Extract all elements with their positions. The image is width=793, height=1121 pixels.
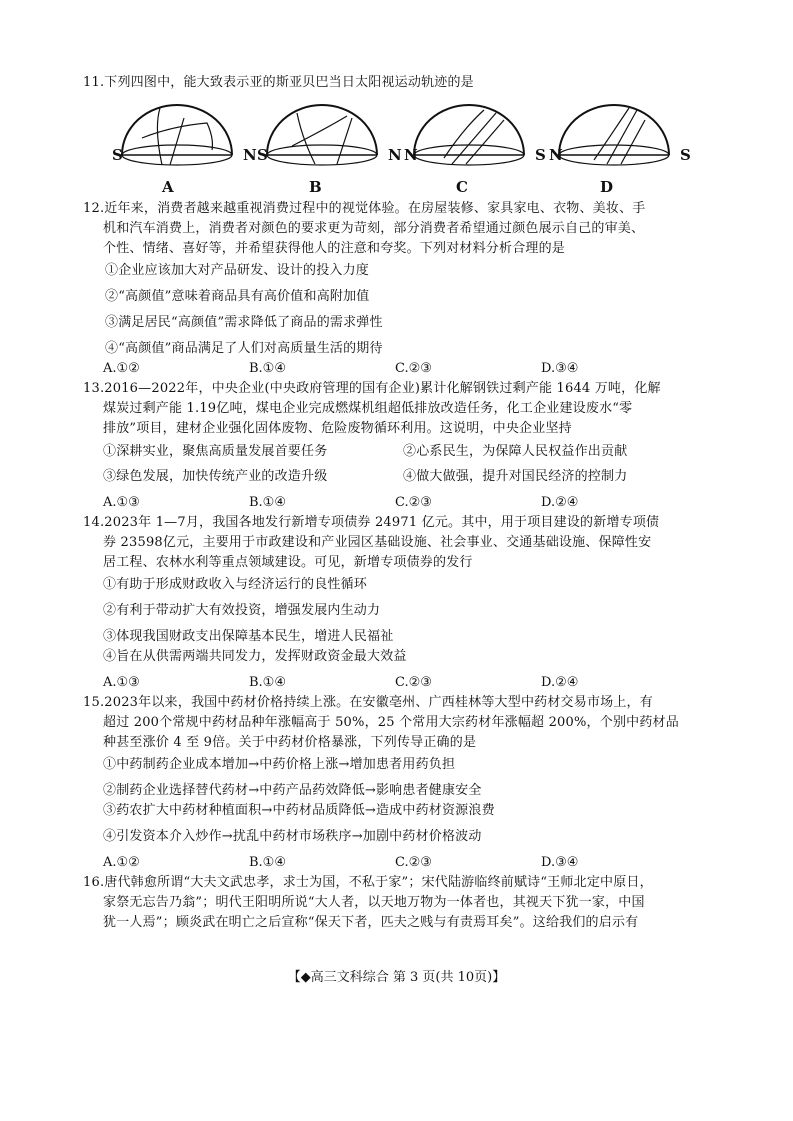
sun-path-diagram-b xyxy=(257,98,387,170)
diagram-a-label: A xyxy=(162,178,174,196)
q13-option-b[interactable]: B.①④ xyxy=(249,495,286,510)
q13-stem-line-3: 排放”项目，建材企业强化固体废物、危险废物循环利用。这说明，中央企业坚持 xyxy=(103,421,572,436)
q13-option-d[interactable]: D.②④ xyxy=(541,495,579,510)
q13-item-3: ③绿色发展，加快传统产业的改造升级 xyxy=(103,469,328,484)
q12-item-3: ③满足居民“高颜值”需求降低了商品的需求弹性 xyxy=(105,315,383,330)
q15-stem-line-1: 15.2023年以来，我国中药材价格持续上涨。在安徽亳州、广西桂林等大型中药材交易市场上，有 xyxy=(83,695,653,710)
q14-item-4: ④旨在从供需两端共同发力，发挥财政资金最大效益 xyxy=(103,649,407,664)
q13-stem-line-1: 13.2016—2022年，中央企业(中央政府管理的国有企业)累计化解钢铁过剩产能 1644 万吨，化解 xyxy=(83,381,661,396)
q14-item-2: ②有利于带动扩大有效投资，增强发展内生动力 xyxy=(103,603,381,618)
q14-option-d[interactable]: D.②④ xyxy=(541,675,579,690)
sun-path-diagram-a xyxy=(112,98,242,170)
q15-item-2: ②制药企业选择替代药材→中药产品药效降低→影响患者健康安全 xyxy=(103,783,482,798)
diagram-b-label: B xyxy=(309,178,322,196)
q16-stem-line-2: 家祭无忘告乃翁”；明代王阳明所说“大人者，以天地万物为一体者也，其视天下犹一家，中国 xyxy=(103,895,645,910)
q13-item-1: ①深耕实业，聚焦高质量发展首要任务 xyxy=(103,444,328,459)
q13-option-a[interactable]: A.①③ xyxy=(103,495,140,510)
q14-option-c[interactable]: C.②③ xyxy=(395,675,432,690)
q16-stem-line-1: 16.唐代韩愈所谓“大夫文武忠孝，求士为国，不私于家”；宋代陆游临终前赋诗“王师北定中原日， xyxy=(83,875,653,890)
q14-stem-line-3: 居工程、农林水利等重点领域建设。可见，新增专项债券的发行 xyxy=(103,555,473,570)
q15-option-b[interactable]: B.①④ xyxy=(249,855,286,870)
diagram-a-right-label: N xyxy=(243,146,257,164)
q12-stem-line-3: 个性、情绪、喜好等，并希望获得他人的注意和夸奖。下列对材料分析合理的是 xyxy=(103,241,566,256)
q12-item-2: ②“高颜值”意味着商品具有高价值和高附加值 xyxy=(105,289,370,304)
q13-item-4: ④做大做强，提升对国民经济的控制力 xyxy=(403,469,628,484)
q14-item-3: ③体现我国财政支出保障基本民生，增进人民福祉 xyxy=(103,629,394,644)
q13-option-c[interactable]: C.②③ xyxy=(395,495,432,510)
q15-option-a[interactable]: A.①② xyxy=(103,855,140,870)
q13-stem-line-2: 煤炭过剩产能 1.19亿吨，煤电企业完成燃煤机组超低排放改造任务，化工企业建设废水“零 xyxy=(103,401,633,416)
diagram-a-left-label: S xyxy=(112,146,123,164)
diagram-d-right-label: S xyxy=(680,146,691,164)
page-footer: 【◆高三文科综合 第 3 页(共 10页)】 xyxy=(287,970,506,985)
q12-option-c[interactable]: C.②③ xyxy=(395,361,432,376)
q12-stem-line-2: 机和汽车消费上，消费者对颜色的要求更为苛刻，部分消费者希望通过颜色展示自己的审美、 xyxy=(103,221,645,236)
q12-stem-line-1: 12.近年来，消费者越来越重视消费过程中的视觉体验。在房屋装修、家具家电、衣物、美妆、手 xyxy=(83,201,646,216)
diagram-c-label: C xyxy=(456,178,468,196)
q12-item-1: ①企业应该加大对产品研发、设计的投入力度 xyxy=(105,263,370,278)
q16-stem-line-3: 犹一人焉”；顾炎武在明亡之后宣称“保天下者，匹夫之贱与有责焉耳矣”。这给我们的启示有 xyxy=(103,915,639,930)
q12-item-4: ④“高颜值”商品满足了人们对高质量生活的期待 xyxy=(105,341,383,356)
sun-path-diagram-d xyxy=(549,98,679,170)
diagram-d-left-label: N xyxy=(549,146,563,164)
diagram-b-right-label: N xyxy=(388,146,402,164)
q14-option-a[interactable]: A.①③ xyxy=(103,675,140,690)
q12-option-d[interactable]: D.③④ xyxy=(541,361,579,376)
q13-item-2: ②心系民生，为保障人民权益作出贡献 xyxy=(403,444,628,459)
q14-item-1: ①有助于形成财政收入与经济运行的良性循环 xyxy=(103,577,368,592)
q12-option-a[interactable]: A.①② xyxy=(103,361,140,376)
q15-stem-line-3: 种甚至涨价 4 至 9倍。关于中药材价格暴涨，下列传导正确的是 xyxy=(103,735,477,750)
q15-item-3: ③药农扩大中药材种植面积→中药材品质降低→造成中药材资源浪费 xyxy=(103,803,495,818)
q15-item-4: ④引发资本介入炒作→扰乱中药材市场秩序→加剧中药材价格波动 xyxy=(103,829,482,844)
q15-option-d[interactable]: D.③④ xyxy=(541,855,579,870)
sun-path-diagram-c xyxy=(404,98,534,170)
diagram-c-left-label: N xyxy=(404,146,418,164)
q15-stem-line-2: 超过 200个常规中药材品种年涨幅高于 50%，25 个常用大宗药材年涨幅超 200%，个别中药材品 xyxy=(103,715,679,730)
q15-item-1: ①中药制药企业成本增加→中药价格上涨→增加患者用药负担 xyxy=(103,757,456,772)
q15-option-c[interactable]: C.②③ xyxy=(395,855,432,870)
q14-stem-line-2: 券 23598亿元，主要用于市政建设和产业园区基础设施、社会事业、交通基础设施、保障性安 xyxy=(103,535,652,550)
q14-stem-line-1: 14.2023年 1—7月，我国各地发行新增专项债券 24971 亿元。其中，用于项目建设的新增专项债 xyxy=(83,515,660,530)
diagram-b-left-label: S xyxy=(257,146,268,164)
q11-stem: 11.下列四图中，能大致表示亚的斯亚贝巴当日太阳视运动轨迹的是 xyxy=(83,75,474,90)
q12-option-b[interactable]: B.①④ xyxy=(249,361,286,376)
diagram-c-right-label: S xyxy=(535,146,546,164)
q14-option-b[interactable]: B.①④ xyxy=(249,675,286,690)
diagram-d-label: D xyxy=(600,178,614,196)
